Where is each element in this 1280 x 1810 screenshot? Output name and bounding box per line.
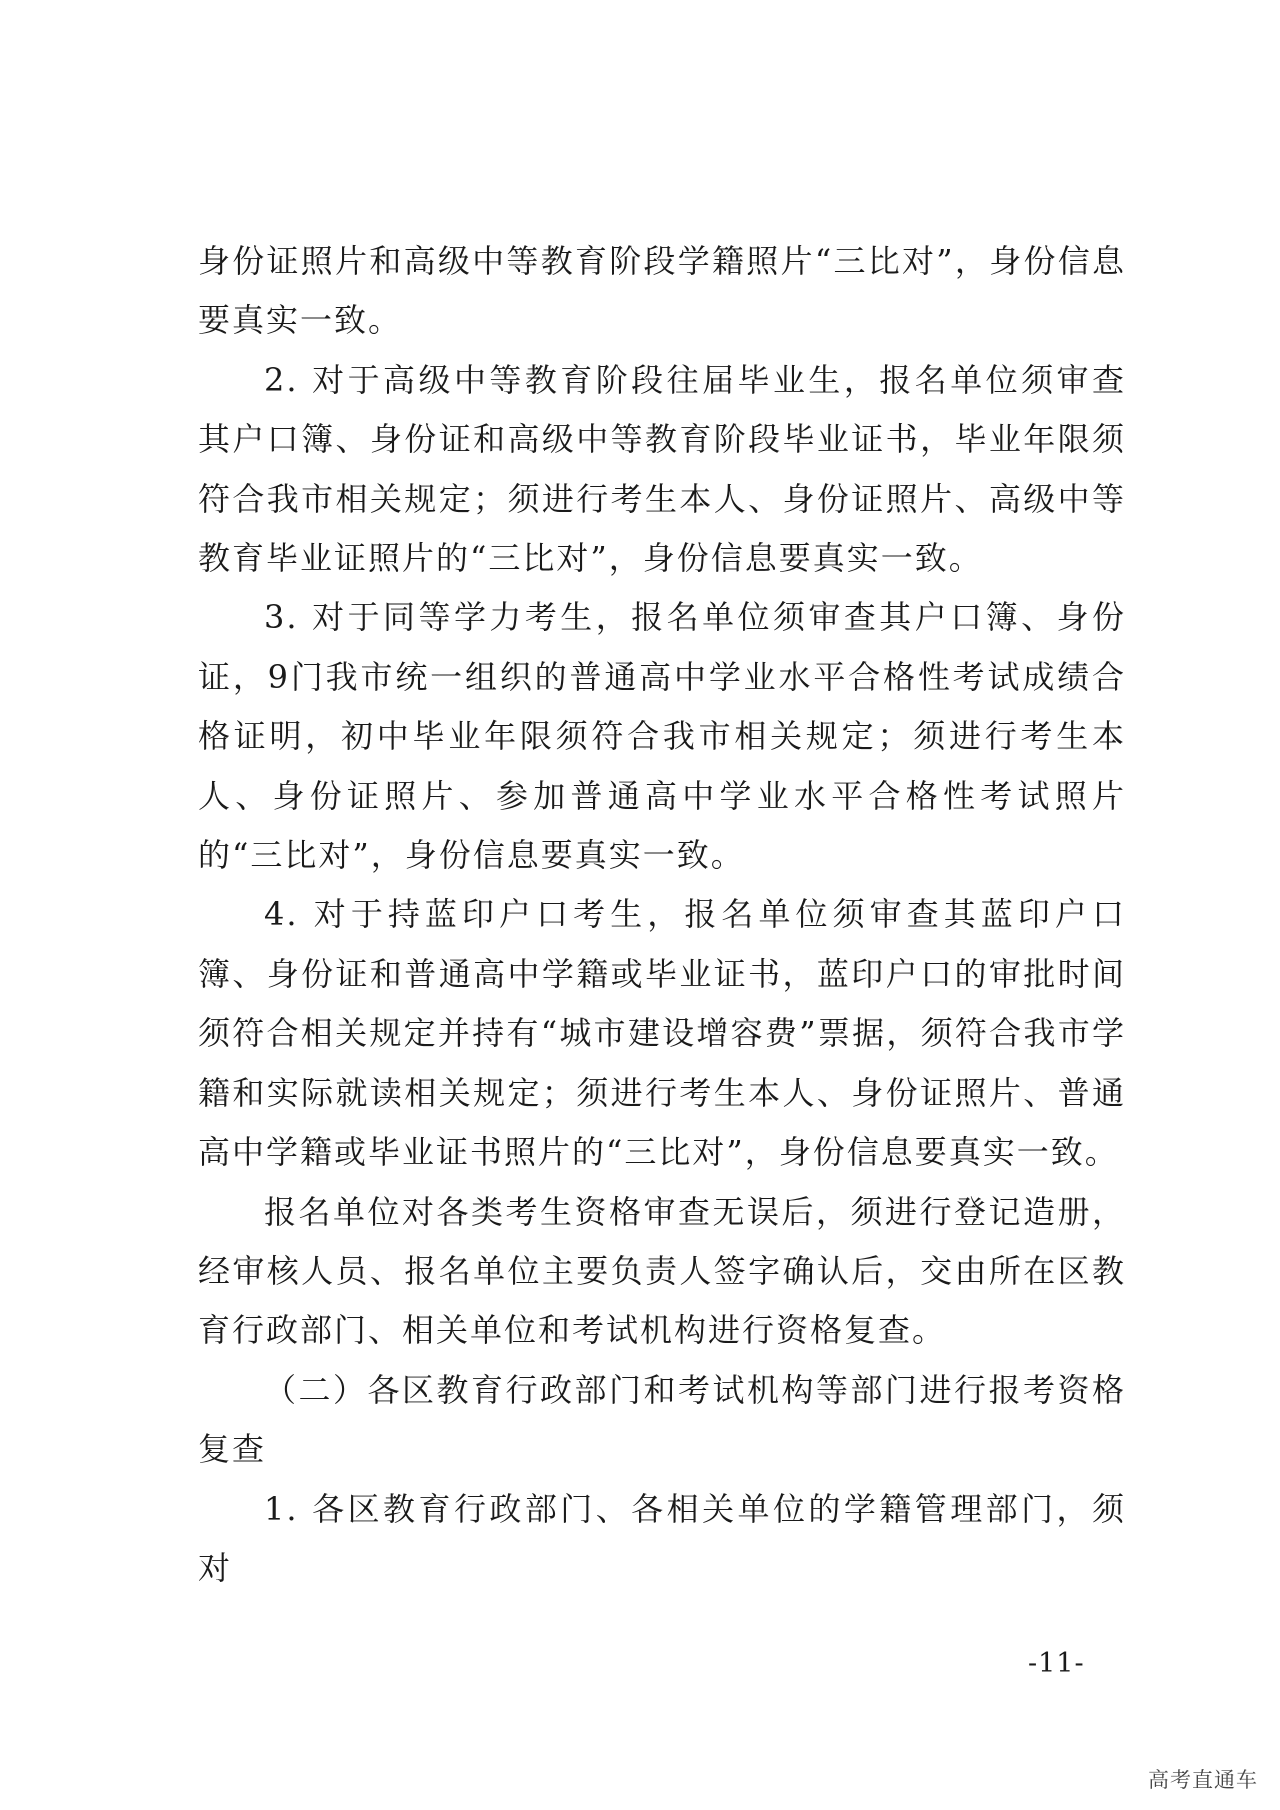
paragraph-3: 3. 对于同等学力考生，报名单位须审查其户口簿、身份证，9门我市统一组织的普通高中学业水平合格性考试成绩合格证明，初中毕业年限须符合我市相关规定；须进行考生本人、身份证照片、参加普通高中学业水平合格性考试照片的“三比对”，身份信息要真实一致。 xyxy=(198,598,1126,875)
paragraph-2: 2. 对于高级中等教育阶段往届毕业生，报名单位须审查其户口簿、身份证和高级中等教育阶段毕业证书，毕业年限须符合我市相关规定；须进行考生本人、身份证照片、高级中等教育毕业证照片的“三比对”，身份信息要真实一致。 xyxy=(198,360,1126,578)
paragraph-5: 报名单位对各类考生资格审查无误后，须进行登记造册，经审核人员、报名单位主要负责人签字确认后，交由所在区教育行政部门、相关单位和考试机构进行资格复查。 xyxy=(198,1192,1126,1350)
section-heading: （二）各区教育行政部门和考试机构等部门进行报考资格复查 xyxy=(198,1370,1126,1469)
page-number: -11- xyxy=(1028,1648,1085,1679)
paragraph-1: 身份证照片和高级中等教育阶段学籍照片“三比对”，身份信息要真实一致。 xyxy=(198,242,1126,340)
paragraph-7: 1. 各区教育行政部门、各相关单位的学籍管理部门，须对 xyxy=(198,1489,1126,1587)
paragraph-4: 4. 对于持蓝印户口考生，报名单位须审查其蓝印户口簿、身份证和普通高中学籍或毕业证书，蓝印户口的审批时间须符合相关规定并持有“城市建设增容费”票据，须符合我市学籍和实际就读相关规定；须进行考生本人、身份证照片、普通高中学籍或毕业证书照片的“三比对”，身份信息要真实一致。 xyxy=(198,895,1126,1172)
document-body xyxy=(198,232,1126,1598)
watermark: 高考直通车 xyxy=(1148,1768,1258,1792)
